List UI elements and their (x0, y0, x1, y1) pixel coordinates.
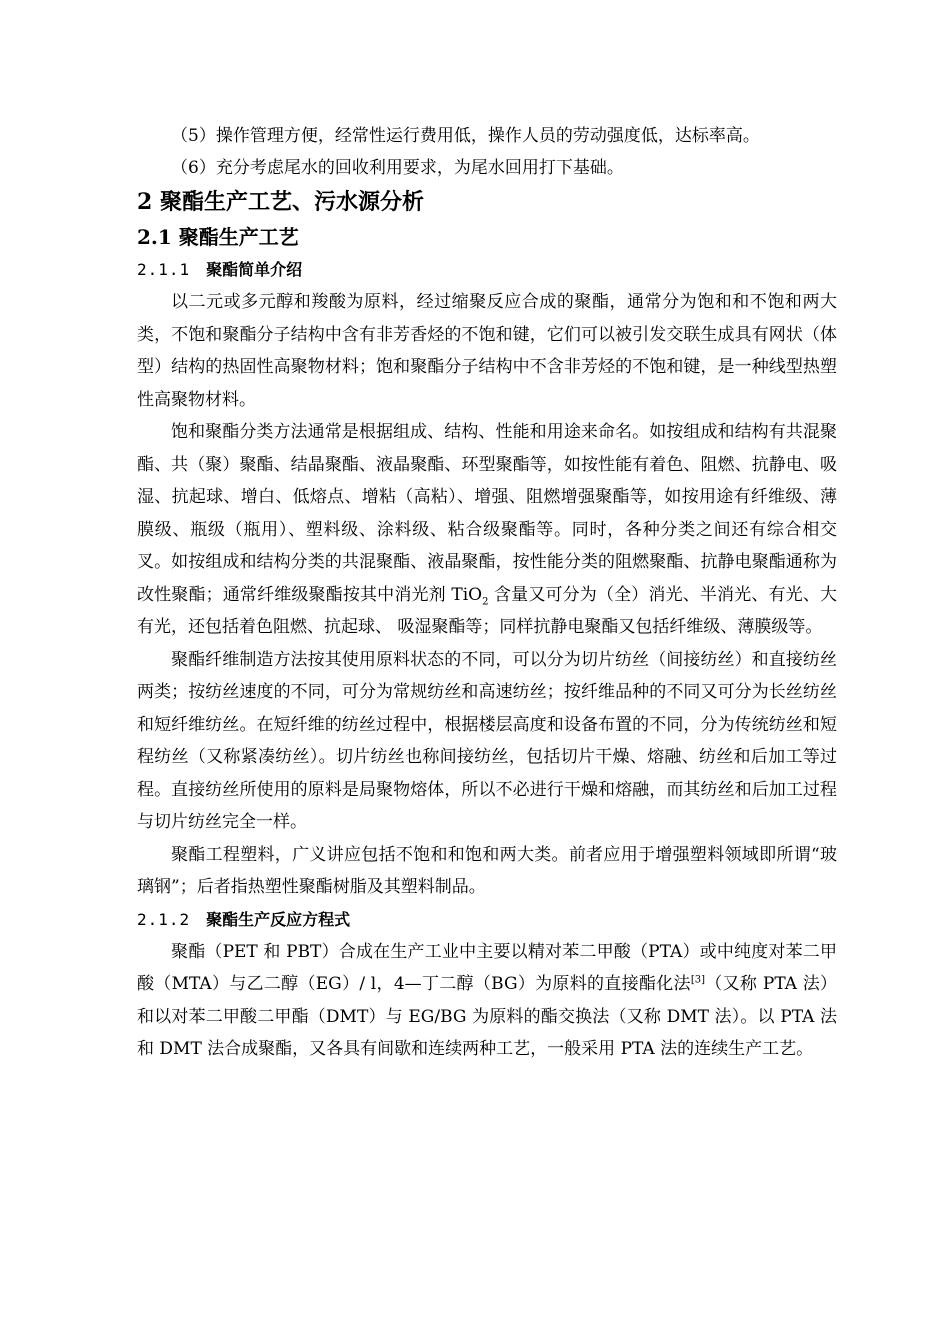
paragraph (137, 416, 837, 644)
paragraph-text: 聚酯（PET 和 PBT）合成在生产工业中主要以精对苯二甲酸（PTA）或中纯度对苯二甲酸（MTA）与乙二醇（EG）/ l，4—丁二醇（BG）为原料的直接酯化法 (137, 941, 837, 994)
paragraph-text: 含量又可分为（全）消光、半消光、有光、大有光，还包括着色阻燃、抗起球、 吸湿聚酯等；同样抗静电聚酯又包括纤维级、薄膜级等。 (137, 584, 837, 637)
paragraph-text: （又称 PTA 法）和以对苯二甲酸二甲酯（DMT）与 EG/BG 为原料的酯交换法（又称 DMT 法）。以 PTA 法和 DMT 法合成聚酯，又各具有间歇和连续两种工艺，一般采用 PTA 法的连续生产工艺。 (137, 974, 838, 1059)
section-heading-2-1-1 (137, 254, 837, 286)
section-number: 2.1.2 (137, 909, 191, 929)
section-number: 2.1.1 (137, 260, 191, 279)
subscript: 2 (482, 595, 489, 607)
section-heading-2-1-2 (137, 904, 837, 936)
paragraph: 聚酯纤维制造方法按其使用原料状态的不同，可以分为切片纺丝（间接纺丝）和直接纺丝两类；按纺丝速度的不同，可分为常规纺丝和高速纺丝；按纤维品种的不同又可分为长丝纺丝和短纤维纺丝。在短纤维的纺丝过程中，根据楼层高度和设备布置的不同，分为传统纺丝和短程纺丝（又称紧凑纺丝）。切片纺丝也称间接纺丝，包括切片干燥、熔融、纺丝和后加工等过程。直接纺丝所使用的原料是局聚物熔体，所以不必进行干燥和熔融，而其纺丝和后加工过程与切片纺丝完全一样。 (137, 649, 837, 832)
section-heading-2: 2 聚酯生产工艺、污水源分析 (137, 189, 424, 215)
paragraph: 聚酯工程塑料，广义讲应包括不饱和和饱和两大类。前者应用于增强塑料领域即所谓“玻璃钢”；后者指热塑性聚酯树脂及其塑料制品。 (137, 844, 837, 897)
section-title: 聚酯生产反应方程式 (206, 909, 351, 929)
paragraph: 以二元或多元醇和羧酸为原料，经过缩聚反应合成的聚酯，通常分为饱和和不饱和两大类，不饱和聚酯分子结构中含有非芳香烃的不饱和键，它们可以被引发交联生成具有网状（体型）结构的热固性高聚物材料；饱和聚酯分子结构中不含非芳烃的不饱和键，是一种线型热塑性高聚物材料。 (137, 292, 837, 410)
citation: [3] (690, 974, 705, 986)
section-title: 聚酯简单介绍 (206, 260, 303, 279)
list-item: （5）操作管理方便，经常性运行费用低，操作人员的劳动强度低，达标率高。 (171, 126, 760, 146)
paragraph-text: 饱和聚酯分类方法通常是根据组成、结构、性能和用途来命名。如按组成和结构有共混聚酯、共（聚）聚酯、结晶聚酯、液晶聚酯、环型聚酯等，如按性能有着色、阻燃、抗静电、吸湿、抗起球、增白、低熔点、增粘（高粘）、增强、阻燃增强聚酯等，如按用途有纤维级、薄膜级、瓶级（瓶用）、塑料级、涂料级、粘合级聚酯等。同时，各种分类之间还有综合相交叉。如按组成和结构分类的共混聚酯、液晶聚酯，按性能分类的阻燃聚酯、抗静电聚酯通称为改性聚酯；通常纤维级聚酯按其中消光剂 TiO (137, 422, 837, 605)
page-content (137, 120, 837, 1066)
section-heading-2-1: 2.1 聚酯生产工艺 (137, 225, 299, 249)
list-item: （6）充分考虑尾水的回收利用要求，为尾水回用打下基础。 (171, 158, 624, 178)
paragraph (137, 936, 837, 1066)
